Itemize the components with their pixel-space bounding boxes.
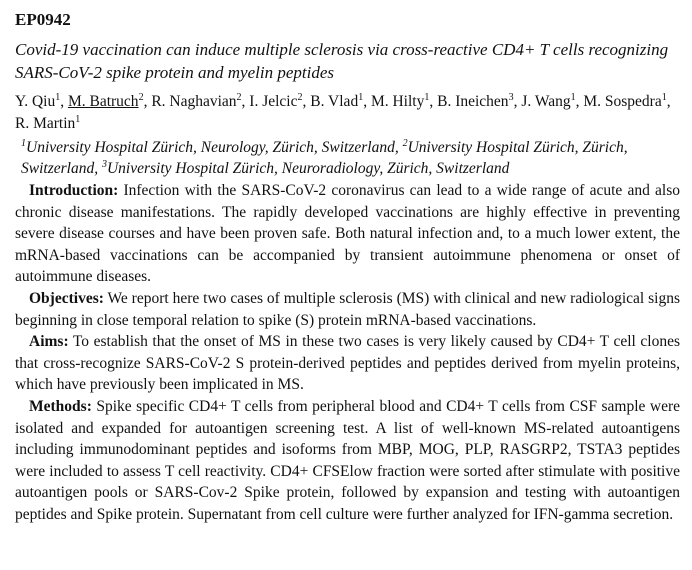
section-text: To establish that the onset of MS in these two cases is very likely caused by CD4+ T cell clones that cross-recognize SARS-CoV-2 S protein-derived peptides and peptides derived from myelin proteins, which have previously been implicated in MS.: [15, 333, 680, 394]
section-heading: Introduction:: [29, 182, 119, 199]
author: M. Hilty$^1$: [370, 91, 430, 110]
author: R. Naghavian$^2$: [151, 91, 242, 110]
section-heading: Aims:: [29, 333, 69, 351]
affiliation-text: University Hospital Zürich, Neurology, Zürich, Switzerland,: [26, 139, 403, 156]
section-heading: Objectives:: [29, 289, 104, 307]
section-text: Spike specific CD4+ T cells from peripheral blood and CD4+ T cells from CSF sample were isolated and expanded for autoantigen screening test. A list of well-known MS-related autoantigens including immunodominant peptides and isoforms from MBP, MOG, PLP, RASGRP2, TSTA3 peptides were included to assess T cell reactivity. CD4+ CFSElow fraction were sorted after stimulate with positive autoantigen pools or SARS-Cov-2 Spike protein, followed by expansion and testing with autoantigen peptides and Spike protein. Supernatant from cell culture were further analyzed for IFN-gamma secretion.: [15, 397, 681, 523]
section-text: We report here two cases of multiple sclerosis (MS) with clinical and new radiological signs beginning in close temporal relation to spike (S) protein mRNA-based vaccinations.: [15, 289, 680, 329]
affiliation-number: 2: [402, 137, 408, 149]
section-introduction: [15, 180, 680, 288]
affiliations: [15, 137, 680, 179]
author: R. Martin$^1$: [15, 113, 81, 132]
author: J. Wang$^1$: [521, 91, 576, 110]
abstract-code: EP0942: [15, 10, 71, 29]
author: I. Jelcic$^2$: [249, 91, 303, 110]
affiliation-number: 1: [21, 137, 26, 149]
author-list: Y. Qiu$^1$, M. Batruch$^2$, R. Naghavian$^2$, I. Jelcic$^2$, B. Vlad$^1$, M. Hilty$^1$, B. Ineichen$^3$, J. Wang$^1$, M. Sospedra$^1$, R. Martin$^1$: [15, 91, 671, 132]
section-methods: [15, 396, 680, 526]
affiliation-text: University Hospital Zürich, Zürich, Switzerland,: [21, 139, 628, 177]
author: B. Vlad$^1$: [310, 91, 364, 110]
section-objectives: [15, 288, 680, 331]
affiliation-text: University Hospital Zürich, Neuroradiology, Zürich, Switzerland: [106, 160, 510, 177]
author: B. Ineichen$^3$: [437, 91, 514, 110]
author-presenting: M. Batruch$^2$: [67, 91, 144, 110]
abstract-title: Covid-19 vaccination can induce multiple sclerosis via cross-reactive CD4+ T cells recognizing SARS-CoV-2 spike protein and myelin peptides: [15, 40, 669, 82]
author: Y. Qiu$^1$: [15, 91, 61, 110]
section-aims: [15, 331, 680, 396]
section-text: Infection with the SARS-CoV-2 coronavirus can lead to a wide range of acute and also chronic disease manifestations. The rapidly developed vaccinations are highly effective in preventing severe disease courses and have been proven safe. Both natural infection and, to a much lower extent, the mRNA-based vaccinations can be accompanied by transient autoimmune phenomena or onset of autoimmune diseases.: [15, 182, 680, 286]
affiliation-number: 3: [101, 158, 107, 170]
section-heading: Methods:: [29, 397, 92, 415]
author: M. Sospedra$^1$: [583, 91, 667, 110]
